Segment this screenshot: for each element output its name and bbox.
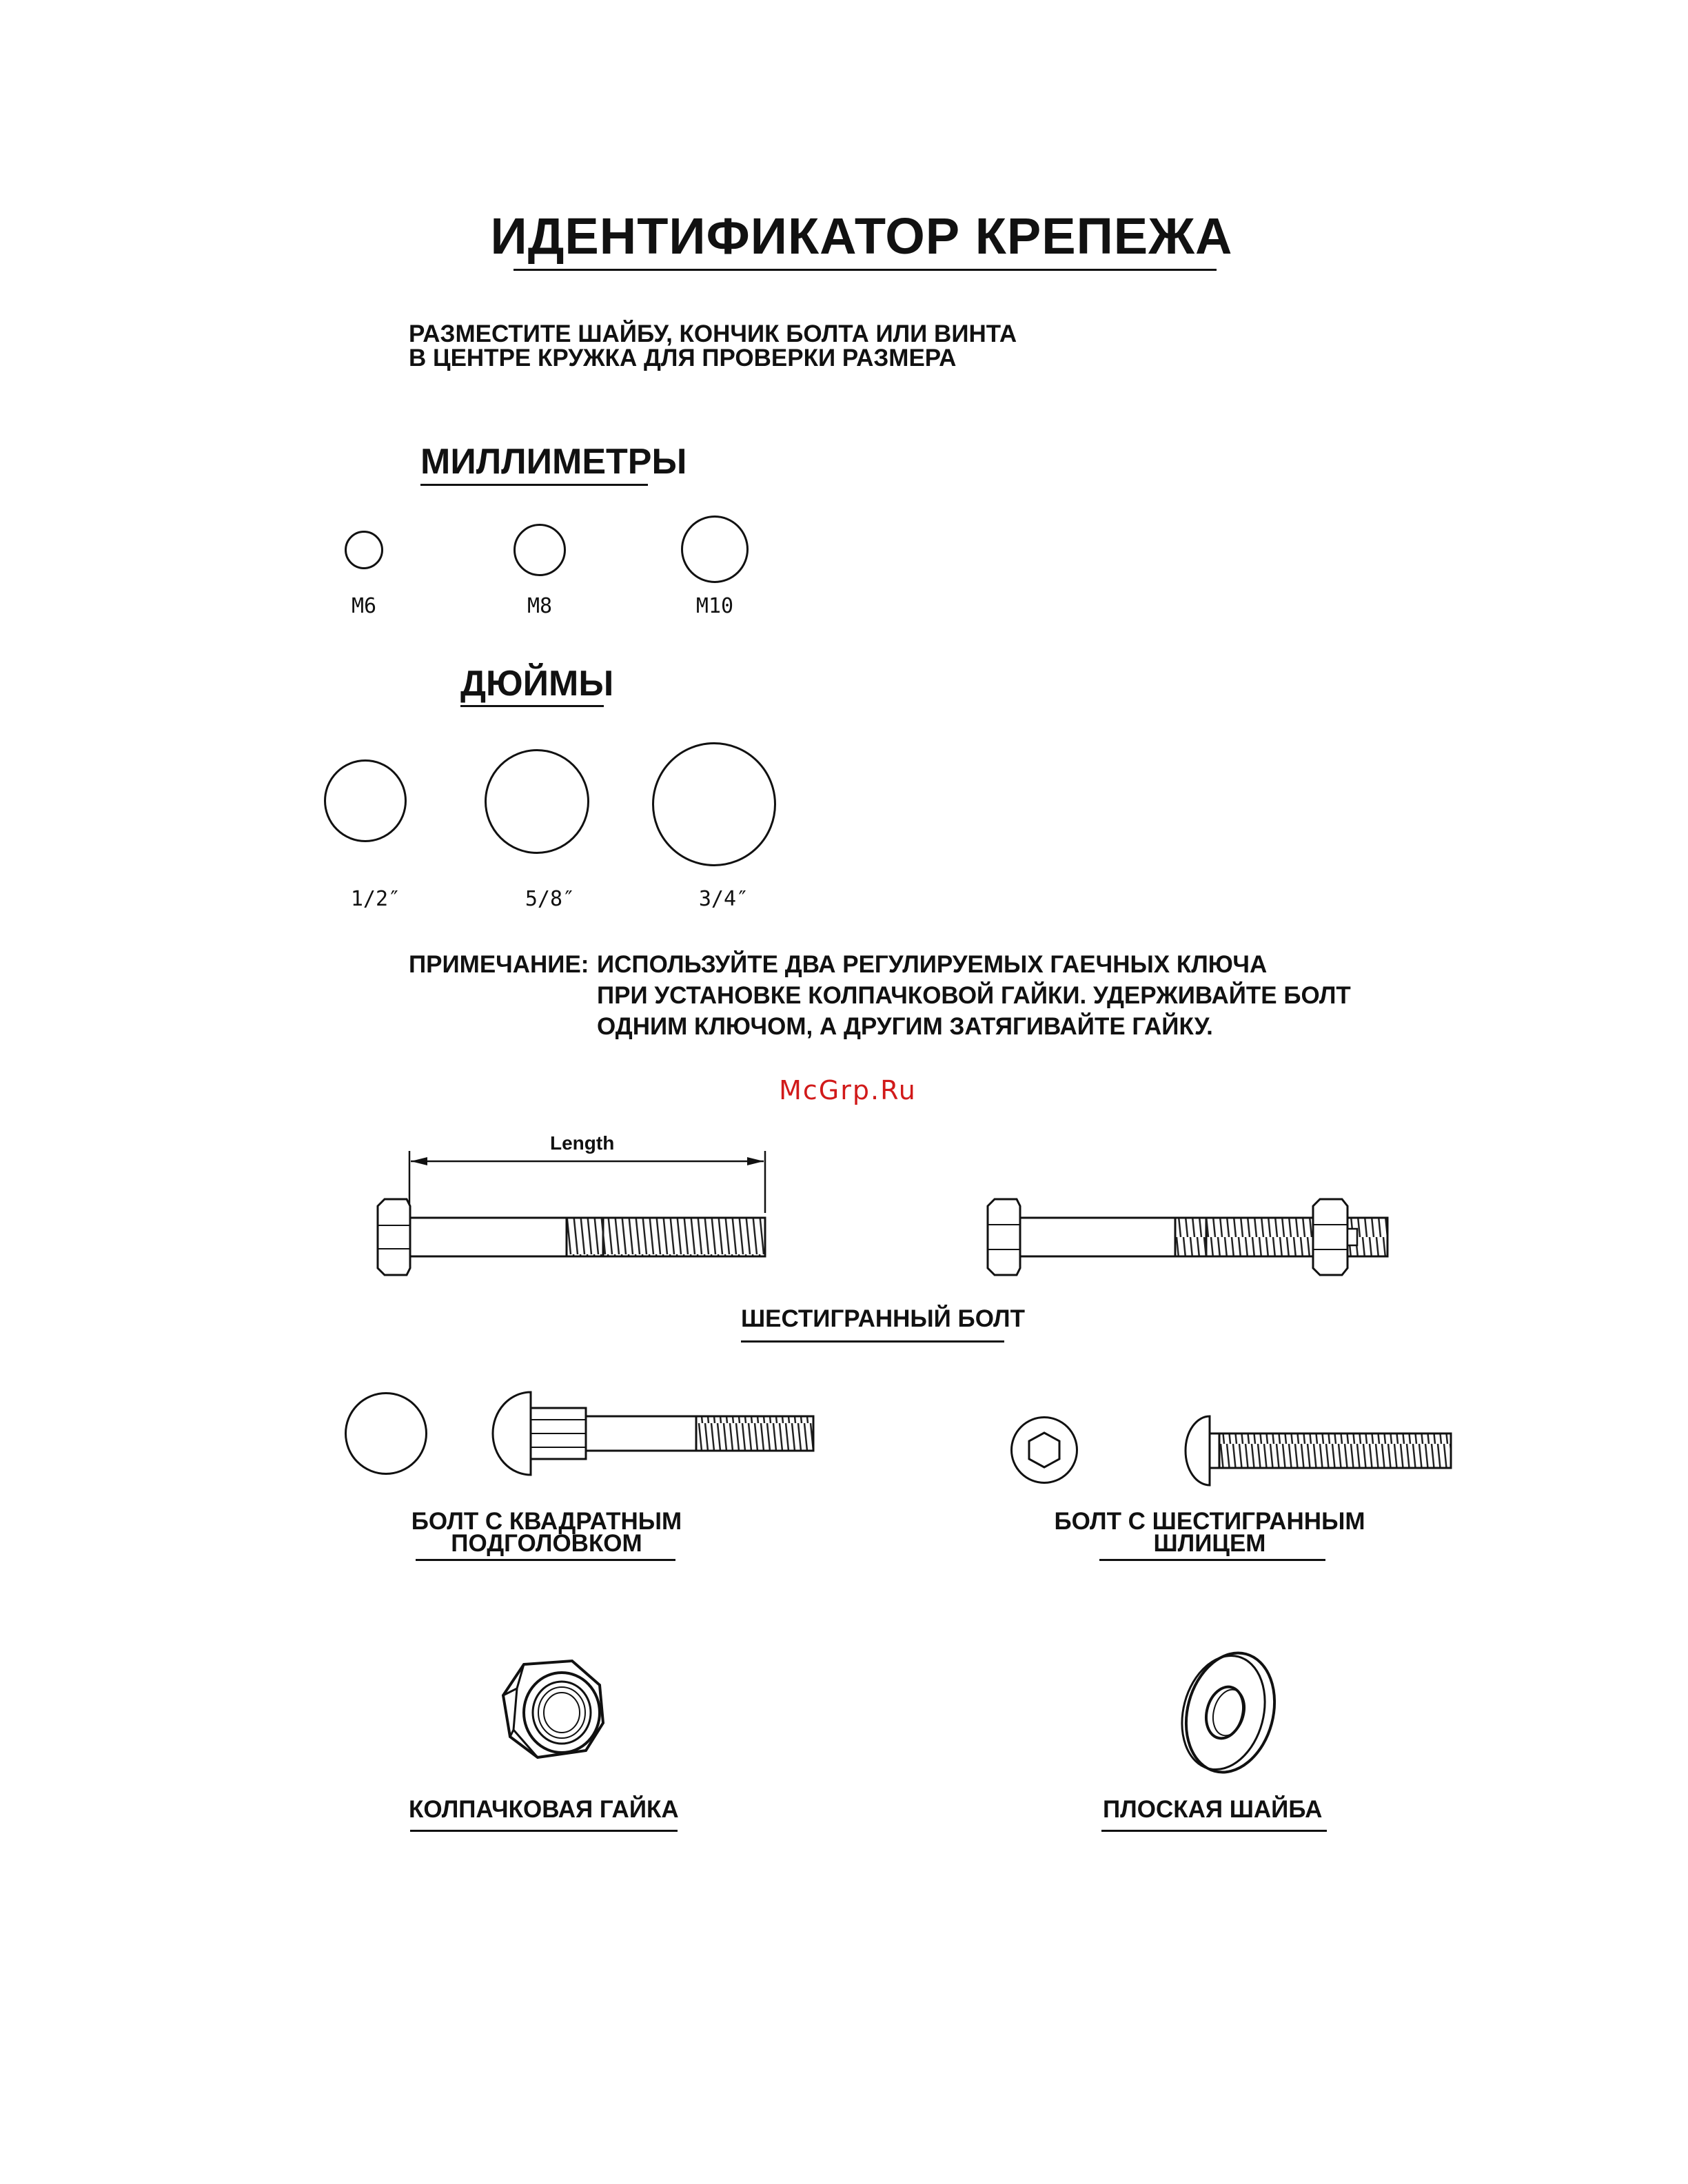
m8-label: M8: [527, 594, 553, 618]
five-eighths-inch-label: 5/8″: [525, 887, 576, 911]
carriage-bolt-drawing: [493, 1389, 824, 1478]
instruction-line-1: РАЗМЕСТИТЕ ШАЙБУ, КОНЧИК БОЛТА ИЛИ ВИНТА: [409, 320, 1017, 347]
m6-label: M6: [351, 594, 377, 618]
instruction-line-2: В ЦЕНТРЕ КРУЖКА ДЛЯ ПРОВЕРКИ РАЗМЕРА: [409, 345, 957, 371]
socket-bolt-caption-line-1: БОЛТ С ШЕСТИГРАННЫМ: [1054, 1508, 1365, 1535]
carriage-bolt-head-top-view: [345, 1392, 427, 1475]
socket-bolt-caption-underline: [1099, 1559, 1325, 1561]
carriage-bolt-caption-line-1: БОЛТ С КВАДРАТНЫМ: [411, 1508, 682, 1535]
m10-gauge-circle: [681, 516, 749, 583]
millimeters-heading: МИЛЛИМЕТРЫ: [420, 442, 687, 482]
carriage-bolt-caption-line-2: ПОДГОЛОВКОМ: [451, 1530, 642, 1557]
m6-gauge-circle: [345, 531, 383, 569]
three-quarter-inch-label: 3/4″: [698, 887, 749, 911]
inches-heading: ДЮЙМЫ: [460, 664, 614, 704]
page-title: ИДЕНТИФИКАТОР КРЕПЕЖА: [490, 207, 1233, 265]
note-line-2: ПРИ УСТАНОВКЕ КОЛПАЧКОВОЙ ГАЙКИ. УДЕРЖИВАЙТЕ БОЛТ: [597, 982, 1351, 1009]
five-eighths-inch-gauge-circle: [485, 749, 589, 854]
note-label: ПРИМЕЧАНИЕ:: [409, 951, 589, 978]
note-line-1: ИСПОЛЬЗУЙТЕ ДВА РЕГУЛИРУЕМЫХ ГАЕЧНЫХ КЛЮЧА: [597, 951, 1268, 978]
title-underline: [513, 269, 1217, 271]
flat-washer-caption-underline: [1101, 1830, 1327, 1832]
hex-bolt-with-length-drawing: [372, 1130, 786, 1296]
m10-label: M10: [695, 594, 734, 618]
hex-bolt-with-nut-drawing: [982, 1196, 1410, 1278]
half-inch-gauge-circle: [324, 759, 407, 842]
watermark: McGrp.Ru: [779, 1075, 917, 1105]
inches-underline: [460, 705, 604, 707]
carriage-bolt-caption-underline: [416, 1559, 675, 1561]
cap-nut-caption-underline: [410, 1830, 678, 1832]
half-inch-label: 1/2″: [350, 887, 401, 911]
socket-bolt-drawing: [1182, 1409, 1458, 1492]
note-line-3: ОДНИМ КЛЮЧОМ, А ДРУГИМ ЗАТЯГИВАЙТЕ ГАЙКУ.: [597, 1013, 1213, 1040]
hex-bolt-caption: ШЕСТИГРАННЫЙ БОЛТ: [741, 1305, 1025, 1332]
socket-hex-recess-icon: [1024, 1429, 1065, 1471]
cap-nut-caption: КОЛПАЧКОВАЯ ГАЙКА: [409, 1796, 679, 1823]
m8-gauge-circle: [513, 524, 566, 576]
socket-bolt-caption-line-2: ШЛИЦЕМ: [1153, 1530, 1266, 1557]
hex-bolt-caption-underline: [741, 1340, 1004, 1343]
millimeters-underline: [420, 484, 648, 486]
length-label: Length: [550, 1132, 615, 1154]
cap-nut-icon: [489, 1647, 613, 1771]
flat-washer-icon: [1168, 1647, 1285, 1778]
flat-washer-caption: ПЛОСКАЯ ШАЙБА: [1103, 1796, 1323, 1823]
three-quarter-inch-gauge-circle: [652, 742, 776, 866]
